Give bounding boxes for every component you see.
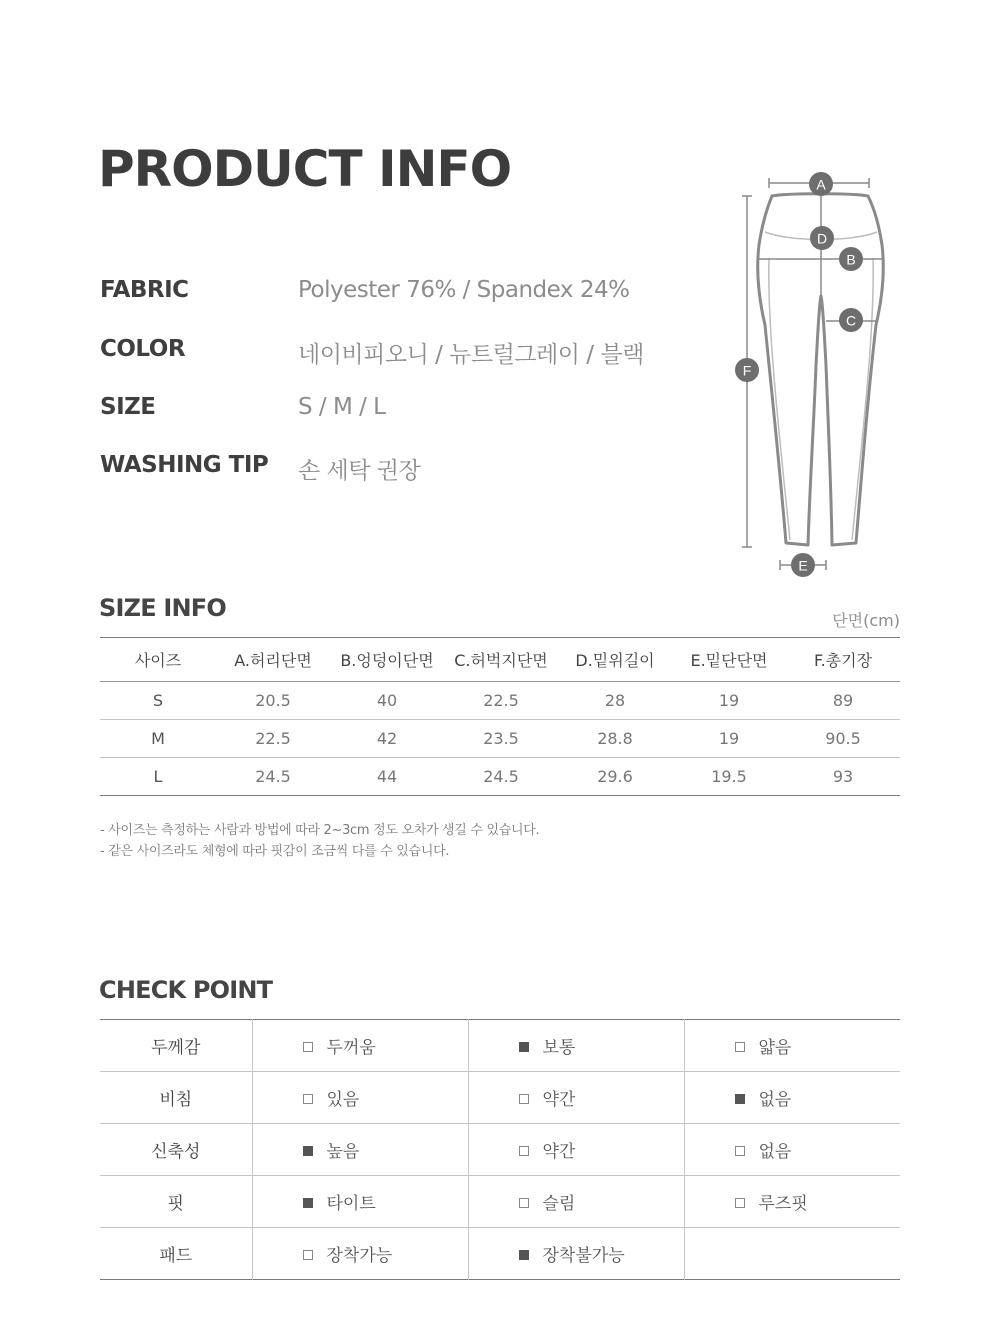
check-point-title: CHECK POINT <box>99 976 273 1004</box>
check-row-pad <box>100 1228 900 1280</box>
check-row-sheerness <box>100 1072 900 1124</box>
washing-tip-label: WASHING TIP <box>100 452 269 478</box>
checkbox-checked-icon <box>519 1250 529 1260</box>
checkbox-checked-icon <box>303 1146 313 1156</box>
table-header-row <box>100 638 900 682</box>
check-option <box>252 1124 468 1176</box>
checkbox-icon <box>519 1146 529 1156</box>
checkbox-icon <box>735 1146 745 1156</box>
svg-text:D: D <box>816 230 828 247</box>
check-option <box>468 1228 684 1280</box>
checkbox-icon <box>519 1094 529 1104</box>
column-header: C.허벅지단면 <box>444 638 558 682</box>
size-value: S / M / L <box>298 394 386 420</box>
table-cell: 22.5 <box>444 682 558 720</box>
table-cell: M <box>100 720 216 758</box>
check-option <box>252 1176 468 1228</box>
check-option <box>468 1072 684 1124</box>
table-cell: 42 <box>330 720 444 758</box>
marker-e <box>791 553 815 577</box>
size-table <box>100 637 900 796</box>
table-cell: L <box>153 767 163 786</box>
table-cell: 93 <box>832 767 854 786</box>
check-option <box>468 1124 684 1176</box>
svg-text:B: B <box>846 251 856 268</box>
marker-a <box>809 172 833 196</box>
table-cell: 44 <box>376 767 398 786</box>
table-row <box>100 758 900 796</box>
column-header: E.밑단단면 <box>672 638 786 682</box>
marker-f <box>735 358 759 382</box>
table-cell: 19.5 <box>711 767 747 786</box>
table-cell: 19 <box>672 720 786 758</box>
color-value: 네이비피오니 / 뉴트럴그레이 / 블랙 <box>298 342 644 368</box>
check-row-stretch <box>100 1124 900 1176</box>
table-cell: 19 <box>672 682 786 720</box>
checkbox-icon <box>303 1042 313 1052</box>
table-cell: 40 <box>330 682 444 720</box>
check-option-label: 타이트 <box>326 1194 376 1214</box>
check-option-label: 슬림 <box>542 1194 576 1214</box>
check-row-label: 두께감 <box>100 1020 252 1072</box>
check-option <box>252 1020 468 1072</box>
svg-text:C: C <box>845 312 857 329</box>
table-cell: 24.5 <box>255 767 291 786</box>
check-option <box>684 1176 900 1228</box>
check-point-table <box>100 1019 900 1280</box>
checkbox-checked-icon <box>519 1042 529 1052</box>
table-cell: 24.5 <box>483 767 519 786</box>
check-option <box>684 1124 900 1176</box>
check-option-label: 없음 <box>758 1090 792 1110</box>
size-info-title: SIZE INFO <box>99 594 226 622</box>
table-cell: 28.8 <box>558 720 672 758</box>
check-option-label: 장착불가능 <box>542 1246 625 1266</box>
column-header: A.허리단면 <box>216 638 330 682</box>
check-row-label: 비침 <box>100 1072 252 1124</box>
check-option-label: 약간 <box>542 1090 576 1110</box>
marker-c <box>839 308 863 332</box>
color-label: COLOR <box>100 336 186 362</box>
table-cell: 29.6 <box>597 767 633 786</box>
check-option-label: 장착가능 <box>326 1246 393 1266</box>
check-option <box>252 1228 468 1280</box>
checkbox-checked-icon <box>735 1094 745 1104</box>
fabric-value: Polyester 76% / Spandex 24% <box>298 277 630 303</box>
check-option <box>468 1020 684 1072</box>
column-header: D.밑위길이 <box>558 638 672 682</box>
check-option-label: 루즈핏 <box>758 1194 808 1214</box>
size-note: - 같은 사이즈라도 체형에 따라 핏감이 조금씩 다를 수 있습니다. <box>100 844 450 859</box>
checkbox-icon <box>735 1198 745 1208</box>
column-header: B.엉덩이단면 <box>330 638 444 682</box>
washing-tip-value: 손 세탁 권장 <box>298 458 421 484</box>
check-option-label: 높음 <box>326 1142 360 1162</box>
check-option-label: 있음 <box>326 1090 360 1110</box>
check-row-label: 신축성 <box>100 1124 252 1176</box>
check-option-label: 얇음 <box>758 1038 792 1058</box>
check-option <box>684 1020 900 1072</box>
svg-text:A: A <box>816 176 826 193</box>
leggings-measurement-diagram <box>730 165 910 585</box>
check-option-label: 없음 <box>758 1142 792 1162</box>
table-row <box>100 720 900 758</box>
check-row-label: 핏 <box>100 1176 252 1228</box>
table-cell: 89 <box>786 682 900 720</box>
size-label: SIZE <box>100 394 156 420</box>
check-option-label: 약간 <box>542 1142 576 1162</box>
check-row-fit <box>100 1176 900 1228</box>
checkbox-icon <box>303 1094 313 1104</box>
column-header: F.총기장 <box>786 638 900 682</box>
checkbox-icon <box>303 1250 313 1260</box>
size-notes <box>100 820 539 862</box>
check-option-label: 보통 <box>542 1038 576 1058</box>
table-cell: 20.5 <box>216 682 330 720</box>
check-option <box>468 1176 684 1228</box>
table-cell: 23.5 <box>444 720 558 758</box>
check-row-label: 패드 <box>159 1246 193 1266</box>
check-option <box>252 1072 468 1124</box>
table-row <box>100 682 900 720</box>
checkbox-checked-icon <box>303 1198 313 1208</box>
check-option <box>684 1072 900 1124</box>
empty-cell <box>684 1228 900 1280</box>
table-cell: 28 <box>558 682 672 720</box>
check-row-thickness <box>100 1020 900 1072</box>
column-header: 사이즈 <box>100 638 216 682</box>
svg-text:F: F <box>742 362 752 379</box>
svg-text:E: E <box>798 557 808 574</box>
check-option-label: 두꺼움 <box>326 1038 376 1058</box>
checkbox-icon <box>735 1042 745 1052</box>
size-unit: 단면(cm) <box>832 611 900 630</box>
table-cell: S <box>100 682 216 720</box>
marker-d <box>810 226 834 250</box>
table-cell: 22.5 <box>216 720 330 758</box>
table-cell: 90.5 <box>786 720 900 758</box>
page-title: PRODUCT INFO <box>98 140 512 198</box>
fabric-label: FABRIC <box>100 277 189 303</box>
checkbox-icon <box>519 1198 529 1208</box>
size-note: - 사이즈는 측정하는 사람과 방법에 따라 2~3cm 정도 오차가 생길 수 있습니다. <box>100 823 540 838</box>
marker-b <box>839 247 863 271</box>
